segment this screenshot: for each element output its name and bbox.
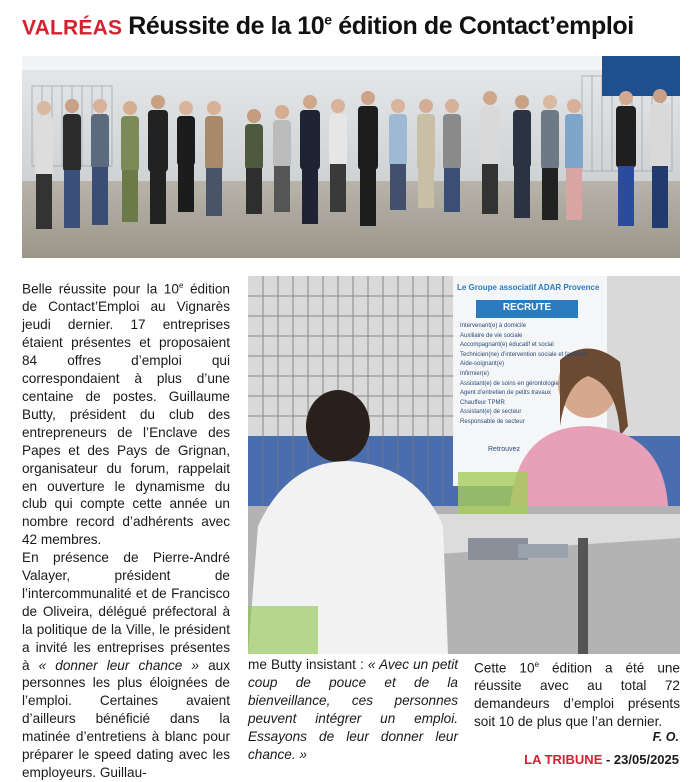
author-signature: F. O.	[652, 730, 679, 744]
sign-role: Technicien(ne) d’intervention sociale et familiale	[460, 351, 588, 358]
sign-role: Aide-soignant(e)	[460, 361, 505, 368]
section-kicker: VALRÉAS	[22, 16, 123, 40]
headline	[22, 12, 682, 52]
p2-rest: aux personnes les plus éloignées de l’emploi. Certaines avaient d’ailleurs bénéficié dans la matinée d’entretiens à blanc pour préparer le speed dating avec les employeurs. Guillau-	[22, 657, 230, 780]
publication-date: - 23/05/2025	[602, 752, 679, 767]
sign-role: Agent d’entretien de petits travaux	[460, 390, 552, 397]
sign-role: Auxiliaire de vie sociale	[460, 332, 523, 339]
title-prefix: Réussite de la 10	[128, 12, 325, 41]
article-column-1	[22, 277, 230, 782]
paragraph-4	[474, 656, 680, 731]
p3-lead: me Butty insistant :	[248, 657, 368, 672]
sign-role: Intervenant(e) à domicile	[460, 323, 527, 329]
interview-photo	[248, 276, 680, 654]
title-superscript: e	[324, 12, 332, 28]
p2-start: En présence de Pierre-André Valayer, président de l’intercommunalité et de Francisco de Oliveira, délégué préfectoral à la politique de la Ville, le président a invité les entreprises présentes à	[22, 550, 230, 673]
sign-role: Responsable de secteur	[460, 418, 525, 425]
sign-role: Accompagnant(e) éducatif et social	[460, 342, 554, 349]
sign-retrouvez: Retrouvez	[488, 446, 520, 453]
group-photo	[22, 56, 680, 258]
paragraph-3	[248, 656, 458, 763]
p1-rest: édition de Contact’Emploi au Vignarès jeudi dernier. 17 entreprises étaient présentes et proposaient 84 offres d’emploi qui correspondaient à plus d’une centaine de postes. Guillaume Butty, président du club des entrepreneurs de l’Enclave des Papes et des Pays de Grignan, organisateur du forum, rappelait en ouverture le dynamisme du club qui compte cette année un nombre record d’adhérents avec 42 membres.	[22, 281, 230, 548]
sign-recrute: RECRUTE	[502, 302, 552, 313]
footer	[524, 752, 679, 767]
publication-name: LA TRIBUNE	[524, 752, 603, 767]
p2-quote: « donner leur chance »	[38, 657, 199, 673]
sign-role-list	[460, 322, 605, 428]
p4-rest: édition a été une réussite avec au total 72 demandeurs d’emploi présents soit 10 de plus que l’an dernier.	[474, 660, 680, 730]
sign-role: Assistant(e) de soins en gérontologie	[460, 380, 559, 387]
sign-role: Assistant(e) de secteur	[460, 409, 522, 416]
title-suffix: édition de Contact’emploi	[331, 12, 634, 41]
p4-superscript: e	[534, 660, 540, 669]
article-column-2	[248, 656, 458, 763]
p4-start: Cette 10	[474, 660, 535, 676]
article-column-3	[474, 656, 680, 731]
sign-role: Infirmier(e)	[460, 370, 490, 377]
p1-start: Belle réussite pour la 10	[22, 281, 179, 297]
group-photo-illustration	[22, 56, 680, 258]
p1-superscript: e	[178, 281, 184, 290]
sign-org-name: Le Groupe associatif ADAR Provence	[457, 283, 600, 292]
paragraph-1	[22, 277, 230, 549]
paragraph-2	[22, 549, 230, 782]
article-title	[128, 12, 634, 40]
p3-quote: « Avec un petit coup de pouce et de la bienveillance, ces personnes peuvent intégrer un emploi. Essayons de leur donner leur chance. »	[248, 657, 458, 762]
sign-role: Chauffeur TPMR	[460, 399, 505, 406]
